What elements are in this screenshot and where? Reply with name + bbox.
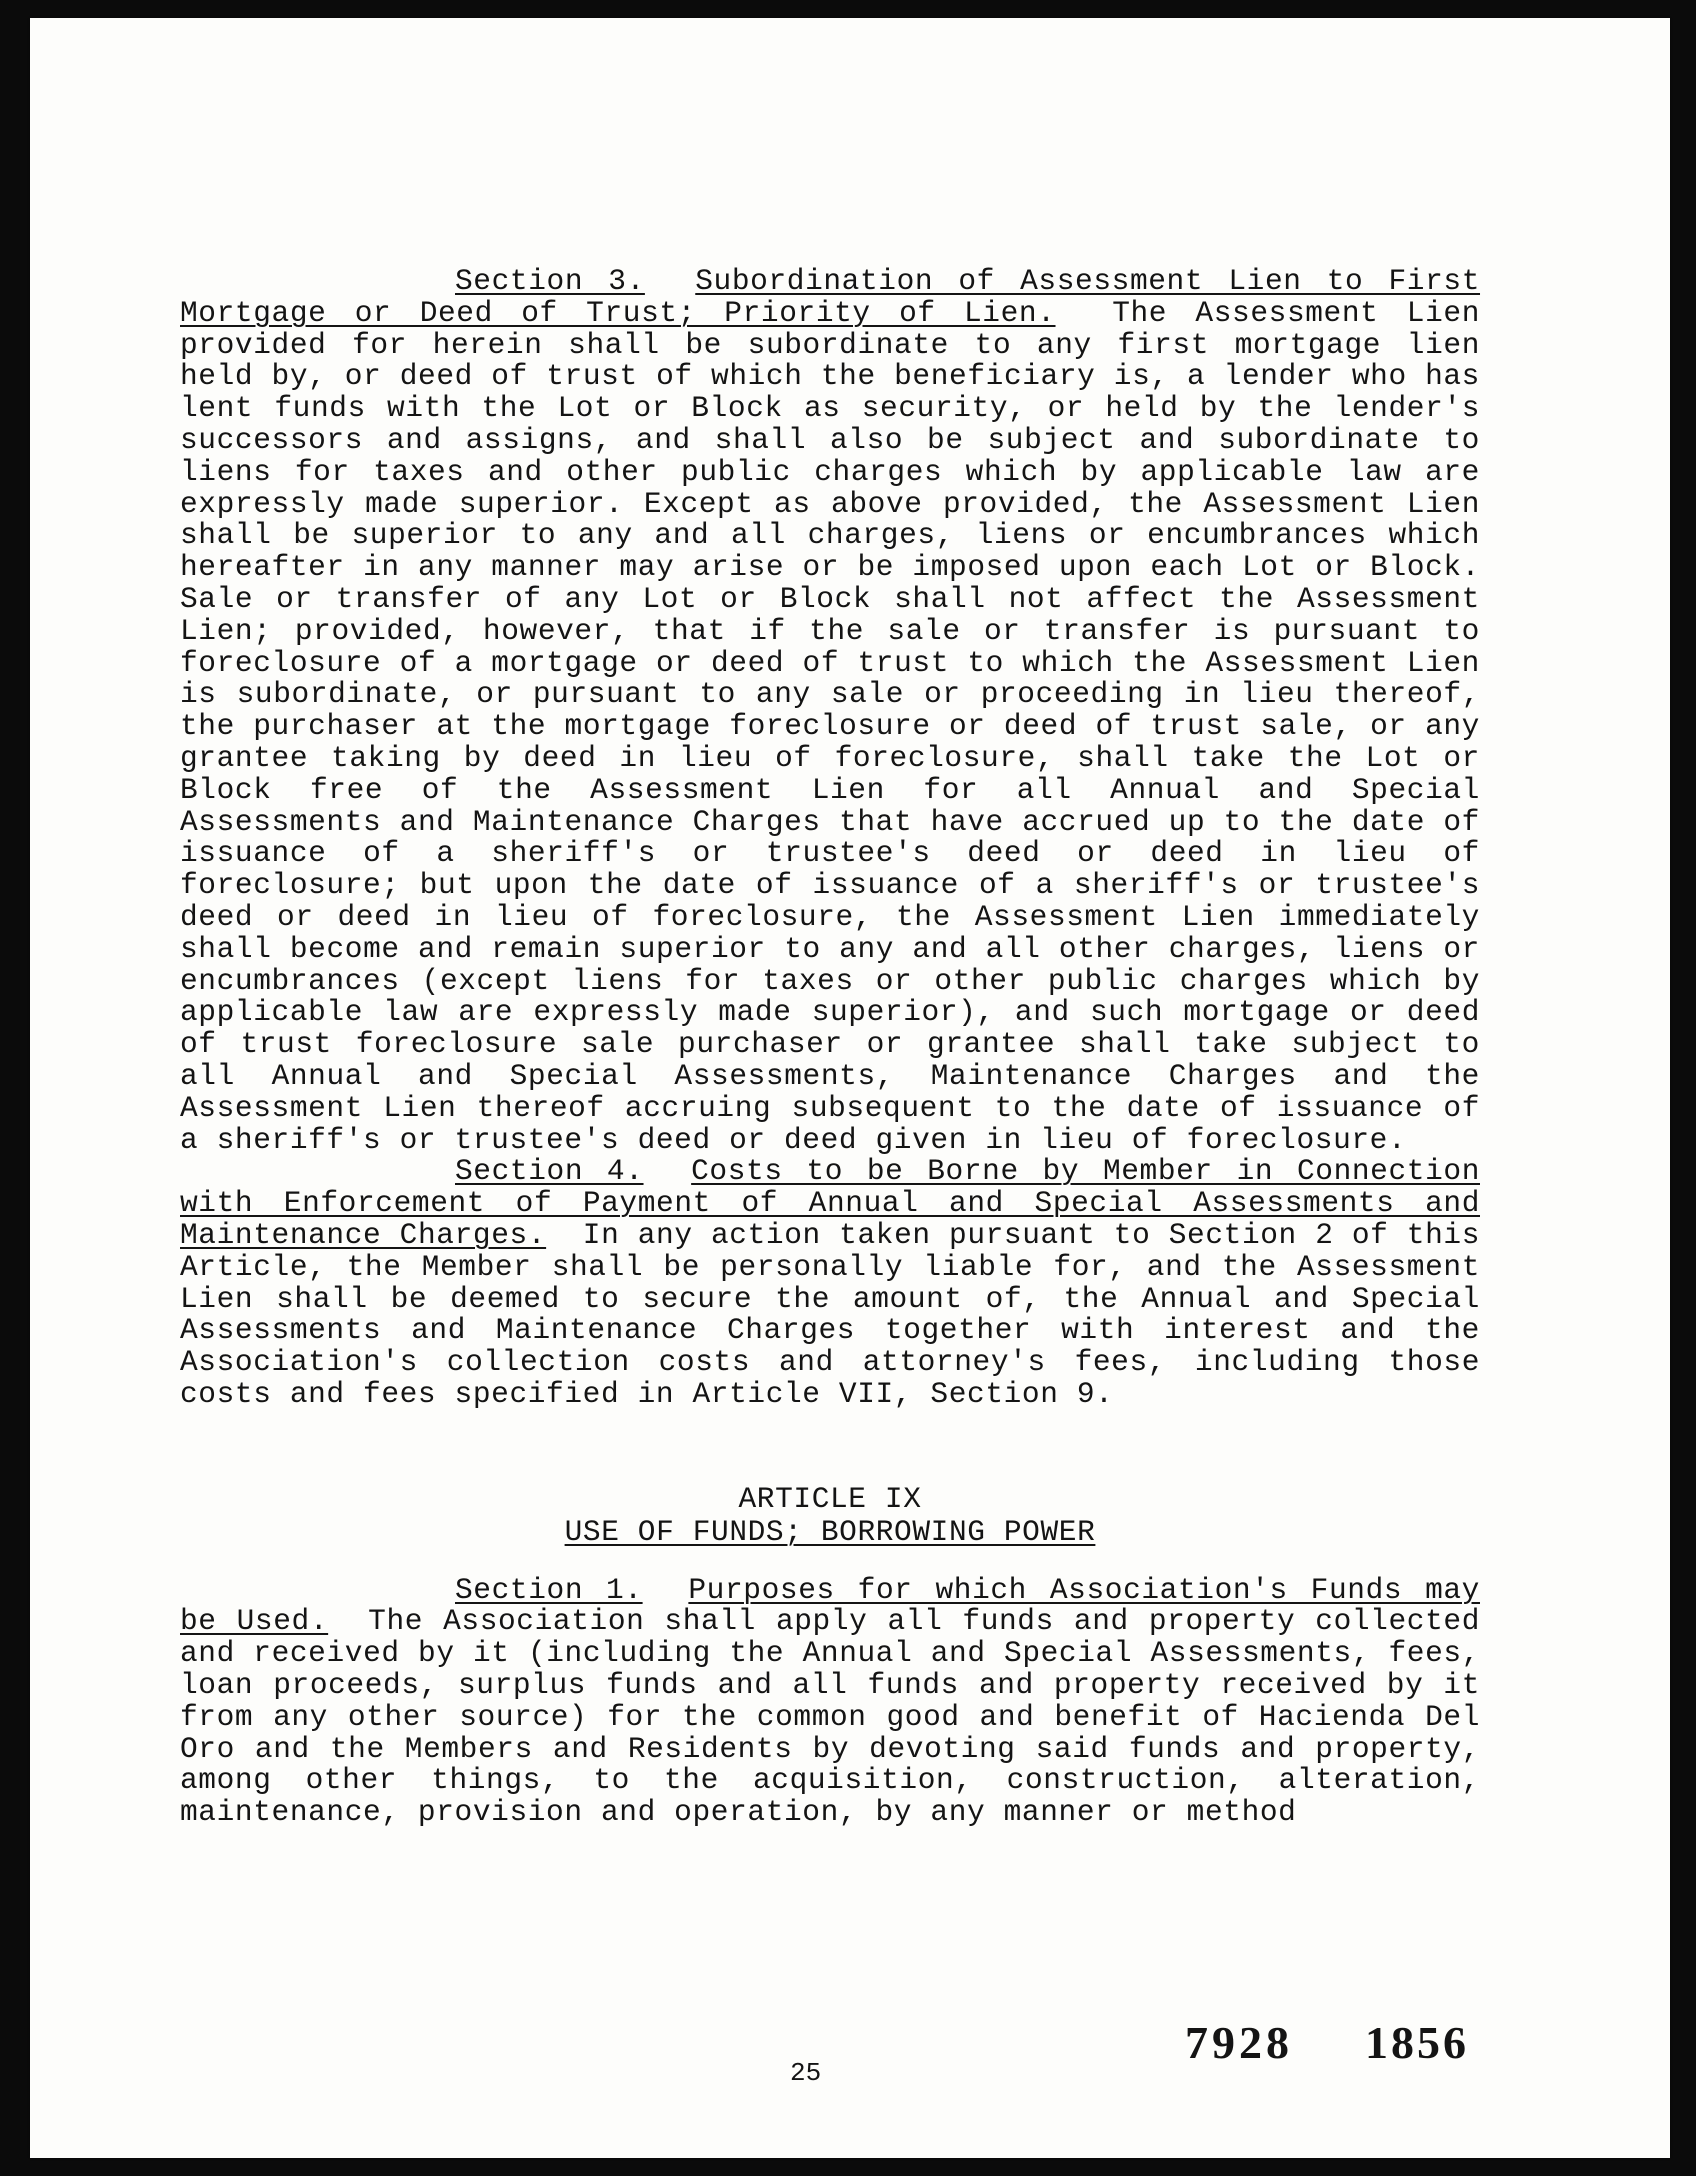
document-stamp-number-right: 1856 — [1365, 2017, 1469, 2068]
article-title: USE OF FUNDS; BORROWING POWER — [564, 1514, 1096, 1549]
page-number: 25 — [790, 2058, 822, 2088]
article-heading — [180, 1483, 1480, 1549]
section-4-paragraph — [180, 1156, 1480, 1410]
section-1-paragraph — [180, 1572, 1480, 1830]
section-3-paragraph — [180, 266, 1480, 1156]
section-4-label: Section 4. — [455, 1154, 644, 1189]
article-number: ARTICLE IX — [738, 1481, 922, 1516]
section-1-heading: Purposes for which Association's Funds may be Used. — [180, 1572, 1480, 1639]
section-3-label: Section 3. — [455, 264, 645, 298]
document-stamp-number-left: 7928 — [1185, 2017, 1293, 2068]
document-page — [30, 18, 1670, 2158]
section-3-body: The Assessment Lien provided for herein shall be subordinate to any first mortgage lien held by, or deed of trust of which the beneficiary is, a lender who has lent funds with the Lot or Block as security, or held by the lender's successors and assigns, and shall also be subject and subordinate to liens for taxes and other public charges which by applicable law are expressly made superior. Except as above provided, the Assessment Lien shall be superior to any and all charges, liens or encumbrances which hereafter in any manner may arise or be imposed upon each Lot or Block. Sale or transfer of any Lot or Block shall not affect the Assessment Lien; provided, however, that if the sale or transfer is pursuant to foreclosure of a mortgage or deed of trust to which the Assessment Lien is subordinate, or pursuant to any sale or proceeding in lieu thereof, the purchaser at the mortgage foreclosure or deed of trust sale, or any grantee taking by deed in lieu of foreclosure, shall take the Lot or Block free of the Assessment Lien for all Annual and Special Assessments and Maintenance Charges that have accrued up to the date of issuance of a sheriff's or trustee's deed or deed in lieu of foreclosure; but upon the date of issuance of a sheriff's or trustee's deed or deed in lieu of foreclosure, the Assessment Lien immediately shall become and remain superior to any and all other charges, liens or encumbrances (except liens for taxes or other public charges which by applicable law are expressly made superior), and such mortgage or deed of trust foreclosure sale purchaser or grantee shall take subject to all Annual and Special Assessments, Maintenance Charges and the Assessment Lien thereof accruing subsequent to the date of issuance of a sheriff's or trustee's deed or deed given in lieu of foreclosure. — [180, 295, 1480, 1157]
document-body — [180, 266, 1480, 1829]
section-1-label: Section 1. — [455, 1572, 643, 1607]
section-1-body: The Association shall apply all funds and property collected and received by it (including the Annual and Special Assessments, fees, loan proceeds, surplus funds and all funds and property received by it from any other source) for the common good and benefit of Hacienda Del Oro and the Members and Residents by devoting said funds and property, among other things, to the acquisition, construction, alteration, maintenance, provision and operation, by any manner or method — [180, 1604, 1480, 1830]
section-3-heading: Subordination of Assessment Lien to First Mortgage or Deed of Trust; Priority of Lien. — [180, 264, 1481, 330]
section-4-heading: Costs to be Borne by Member in Connection with Enforcement of Payment of Annual and Special Assessments and Maintenance Charges. — [180, 1154, 1480, 1252]
section-4-body: In any action taken pursuant to Section 2 of this Article, the Member shall be personally liable for, and the Assessment Lien shall be deemed to secure the amount of, the Annual and Special Assessments and Maintenance Charges together with interest and the Association's collection costs and attorney's fees, including those costs and fees specified in Article VII, Section 9. — [180, 1217, 1481, 1411]
